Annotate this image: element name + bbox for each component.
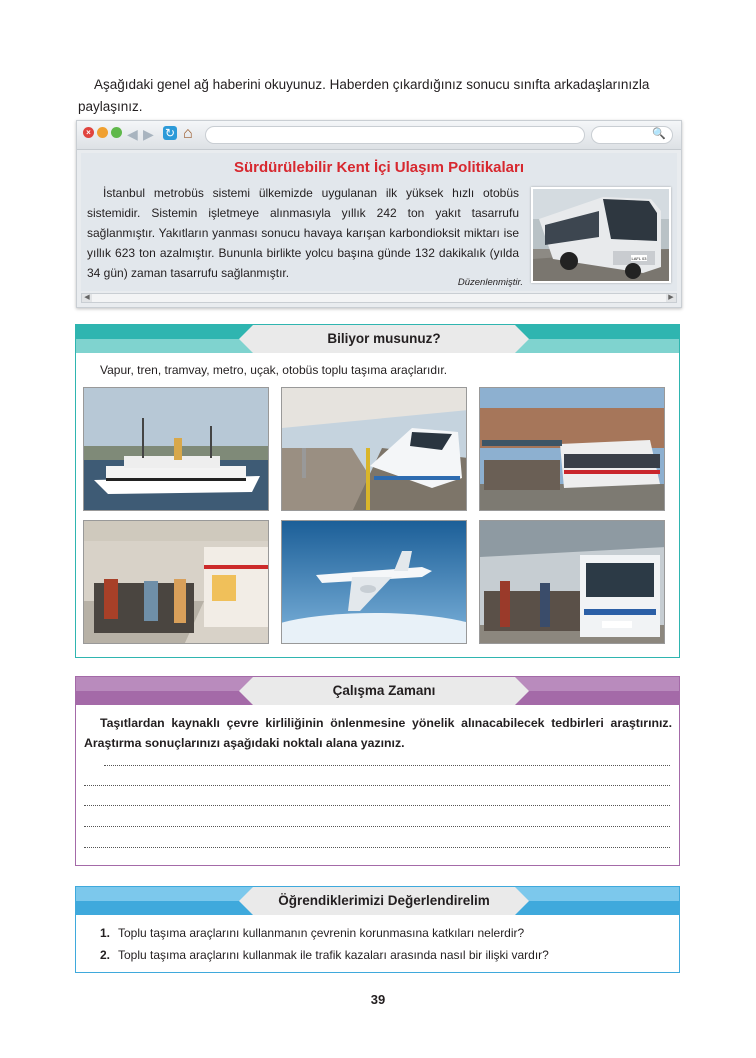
news-body: İstanbul metrobüs sistemi ülkemizde uygulanan ilk yüksek hızlı otobüs sistemidir. Sistemin işletmeye alınmasıyla yıllık 242 ton yakıt tasarrufu sağlanmıştır. Yakıtların yanması sonucu havaya karışan karbondioksit miktarı ise yıllık 623 ton azalmıştır. Bununla birlikte yolcu başına günde 132 dakikalık (yılda 34 gün) zaman tasarrufu sağlanmıştır. bbox=[87, 186, 519, 280]
search-icon[interactable]: 🔍 bbox=[652, 128, 666, 140]
back-arrow-icon[interactable]: ◀ bbox=[127, 126, 138, 142]
airplane-photo bbox=[281, 520, 467, 644]
did-you-know-title: Biliyor musunuz? bbox=[327, 331, 441, 346]
work-time-task: Taşıtlardan kaynaklı çevre kirliliğinin önlenmesine yönelik alınacabilecek tedbirleri araştırınız. Araştırma sonuçlarınızı aşağıdaki noktalı alana yazınız. bbox=[84, 716, 672, 750]
answer-line[interactable] bbox=[84, 805, 670, 806]
scroll-left-icon[interactable]: ◀ bbox=[82, 294, 92, 302]
maximize-window-icon[interactable] bbox=[111, 127, 122, 138]
evaluation-title: Öğrendiklerimizi Değerlendirelim bbox=[278, 893, 490, 908]
work-time-header bbox=[239, 677, 529, 705]
page-number: 39 bbox=[370, 992, 386, 1007]
browser-window bbox=[76, 120, 682, 308]
did-you-know-text: Vapur, tren, tramvay, metro, uçak, otobüs toplu taşıma araçlarıdır. bbox=[100, 363, 448, 377]
question-number: 1. bbox=[100, 926, 111, 940]
did-you-know-box bbox=[75, 324, 680, 658]
question-text: Toplu taşıma araçlarını kullanmanın çevrenin korunmasına katkıları nelerdir? bbox=[118, 926, 525, 940]
answer-line[interactable] bbox=[104, 765, 670, 766]
tram-photo bbox=[479, 387, 665, 511]
minimize-window-icon[interactable] bbox=[97, 127, 108, 138]
bus-plate-label: LAFL 03 bbox=[631, 256, 647, 261]
close-window-icon[interactable]: × bbox=[83, 127, 94, 138]
work-time-box bbox=[75, 676, 680, 866]
metro-photo bbox=[83, 520, 269, 644]
horizontal-scrollbar[interactable] bbox=[81, 293, 677, 303]
address-bar[interactable] bbox=[205, 126, 585, 144]
train-photo bbox=[281, 387, 467, 511]
did-you-know-header bbox=[239, 325, 529, 353]
news-credit: Düzenlenmiştir. bbox=[457, 277, 523, 288]
news-title: Sürdürülebilir Kent İçi Ulaşım Politikaları bbox=[233, 159, 525, 176]
answer-line[interactable] bbox=[84, 826, 670, 827]
home-icon[interactable]: ⌂ bbox=[183, 125, 193, 142]
refresh-icon[interactable]: ↻ bbox=[164, 126, 176, 140]
question-item bbox=[100, 926, 524, 940]
question-item bbox=[100, 948, 549, 962]
work-time-title: Çalışma Zamanı bbox=[332, 683, 436, 698]
bus-photo bbox=[479, 520, 665, 644]
evaluation-header bbox=[239, 887, 529, 915]
question-number: 2. bbox=[100, 948, 111, 962]
ferry-photo bbox=[83, 387, 269, 511]
search-field[interactable] bbox=[591, 126, 673, 144]
answer-line[interactable] bbox=[84, 847, 670, 848]
scroll-right-icon[interactable]: ▶ bbox=[666, 294, 676, 302]
browser-toolbar bbox=[77, 121, 681, 150]
forward-arrow-icon[interactable]: ▶ bbox=[143, 126, 154, 142]
news-article bbox=[81, 153, 677, 291]
evaluation-box bbox=[75, 886, 680, 973]
metrobus-photo bbox=[531, 187, 671, 283]
intro-paragraph: Aşağıdaki genel ağ haberini okuyunuz. Haberden çıkardığınız sonucu sınıfta arkadaşlarınızla paylaşınız. bbox=[78, 77, 650, 114]
answer-line[interactable] bbox=[84, 785, 670, 786]
question-text: Toplu taşıma araçlarını kullanmak ile trafik kazaları arasında nasıl bir ilişki vardır? bbox=[118, 948, 549, 962]
